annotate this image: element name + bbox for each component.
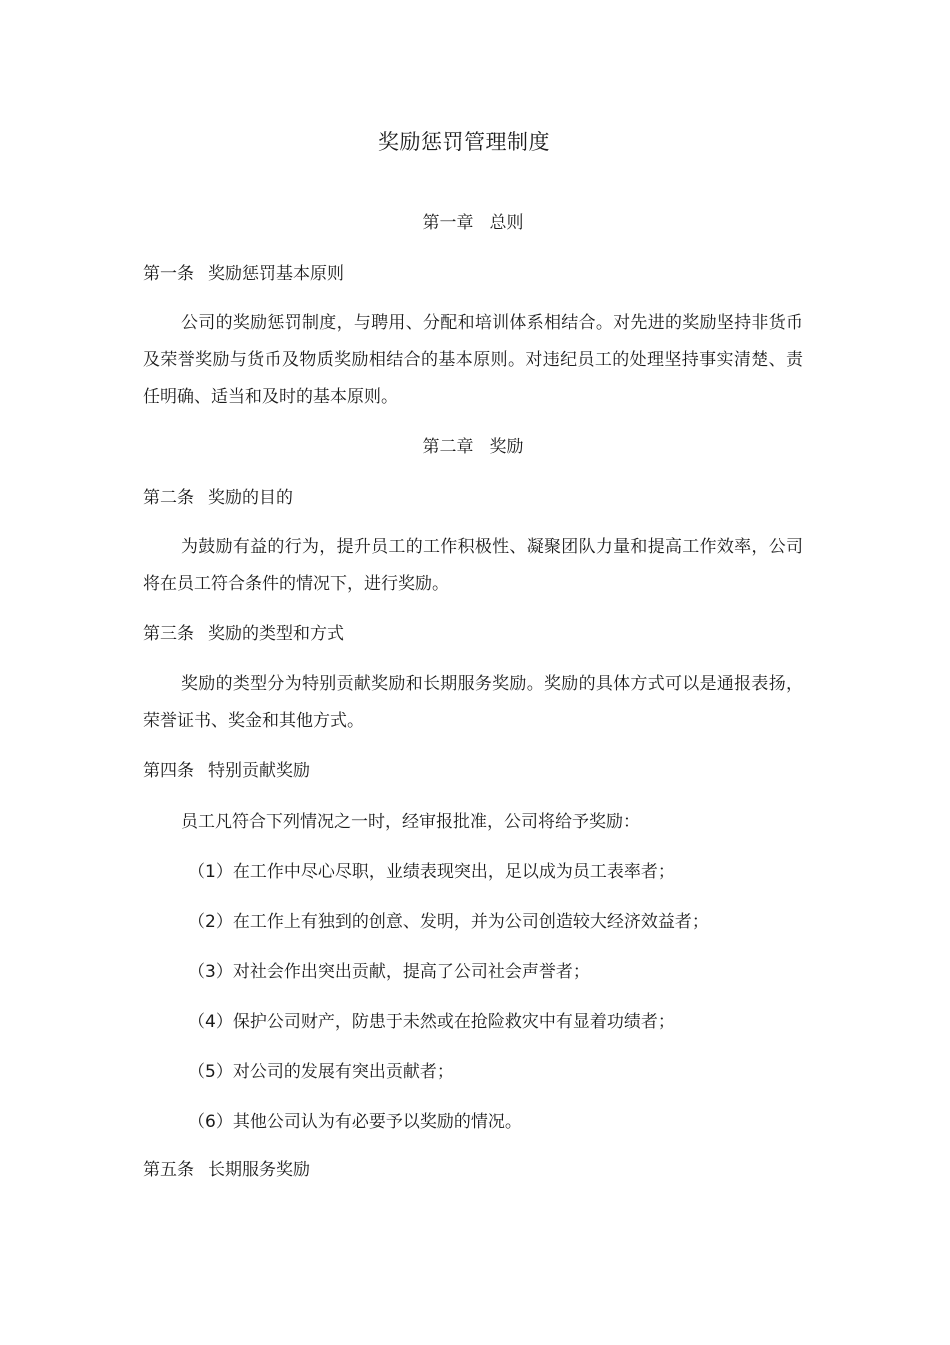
article-number: 第二条 xyxy=(143,488,194,508)
article-body: 公司的奖励惩罚制度，与聘用、分配和培训体系相结合。对先进的奖励坚持非货币及荣誉奖励与货币及物质奖励相结合的基本原则。对违纪员工的处理坚持事实清楚、责任明确、适当和及时的基本原则。 xyxy=(143,313,803,407)
article-intro: 员工凡符合下列情况之一时，经审报批准，公司将给予奖励： xyxy=(181,812,640,832)
article-heading xyxy=(143,486,293,510)
article-body: 奖励的类型分为特别贡献奖励和长期服务奖励。奖励的具体方式可以是通报表扬，荣誉证书、奖金和其他方式。 xyxy=(143,674,803,731)
document-title: 奖励惩罚管理制度 xyxy=(378,130,550,154)
article-heading xyxy=(143,759,310,783)
article-title: 奖励的类型和方式 xyxy=(208,624,344,644)
chapter-heading xyxy=(0,211,946,235)
article-number: 第一条 xyxy=(143,264,194,284)
article-title: 奖励的目的 xyxy=(208,488,293,508)
article-title: 奖励惩罚基本原则 xyxy=(208,264,344,284)
list-item: （5）对公司的发展有突出贡献者； xyxy=(188,1062,454,1082)
article-number: 第三条 xyxy=(143,624,194,644)
article-number: 第五条 xyxy=(143,1160,194,1180)
chapter-name: 奖励 xyxy=(489,437,524,457)
list-item: （2）在工作上有独到的创意、发明，并为公司创造较大经济效益者； xyxy=(188,912,709,932)
chapter-name: 总则 xyxy=(489,213,524,233)
article-heading xyxy=(143,1158,310,1182)
list-item: （3）对社会作出突出贡献，提高了公司社会声誉者； xyxy=(188,962,590,982)
list-item: （4）保护公司财产，防患于未然或在抢险救灾中有显着功绩者； xyxy=(188,1012,675,1032)
article-heading xyxy=(143,622,344,646)
article-heading xyxy=(143,262,344,286)
list-item: （1）在工作中尽心尽职，业绩表现突出，足以成为员工表率者； xyxy=(188,862,675,882)
article-title: 特别贡献奖励 xyxy=(208,761,310,781)
article-body: 为鼓励有益的行为，提升员工的工作积极性、凝聚团队力量和提高工作效率，公司将在员工符合条件的情况下，进行奖励。 xyxy=(143,537,803,594)
chapter-number: 第二章 xyxy=(422,437,474,457)
chapter-number: 第一章 xyxy=(422,213,474,233)
article-title: 长期服务奖励 xyxy=(208,1160,310,1180)
list-item: （6）其他公司认为有必要予以奖励的情况。 xyxy=(188,1112,522,1132)
article-number: 第四条 xyxy=(143,761,194,781)
chapter-heading xyxy=(0,435,946,459)
